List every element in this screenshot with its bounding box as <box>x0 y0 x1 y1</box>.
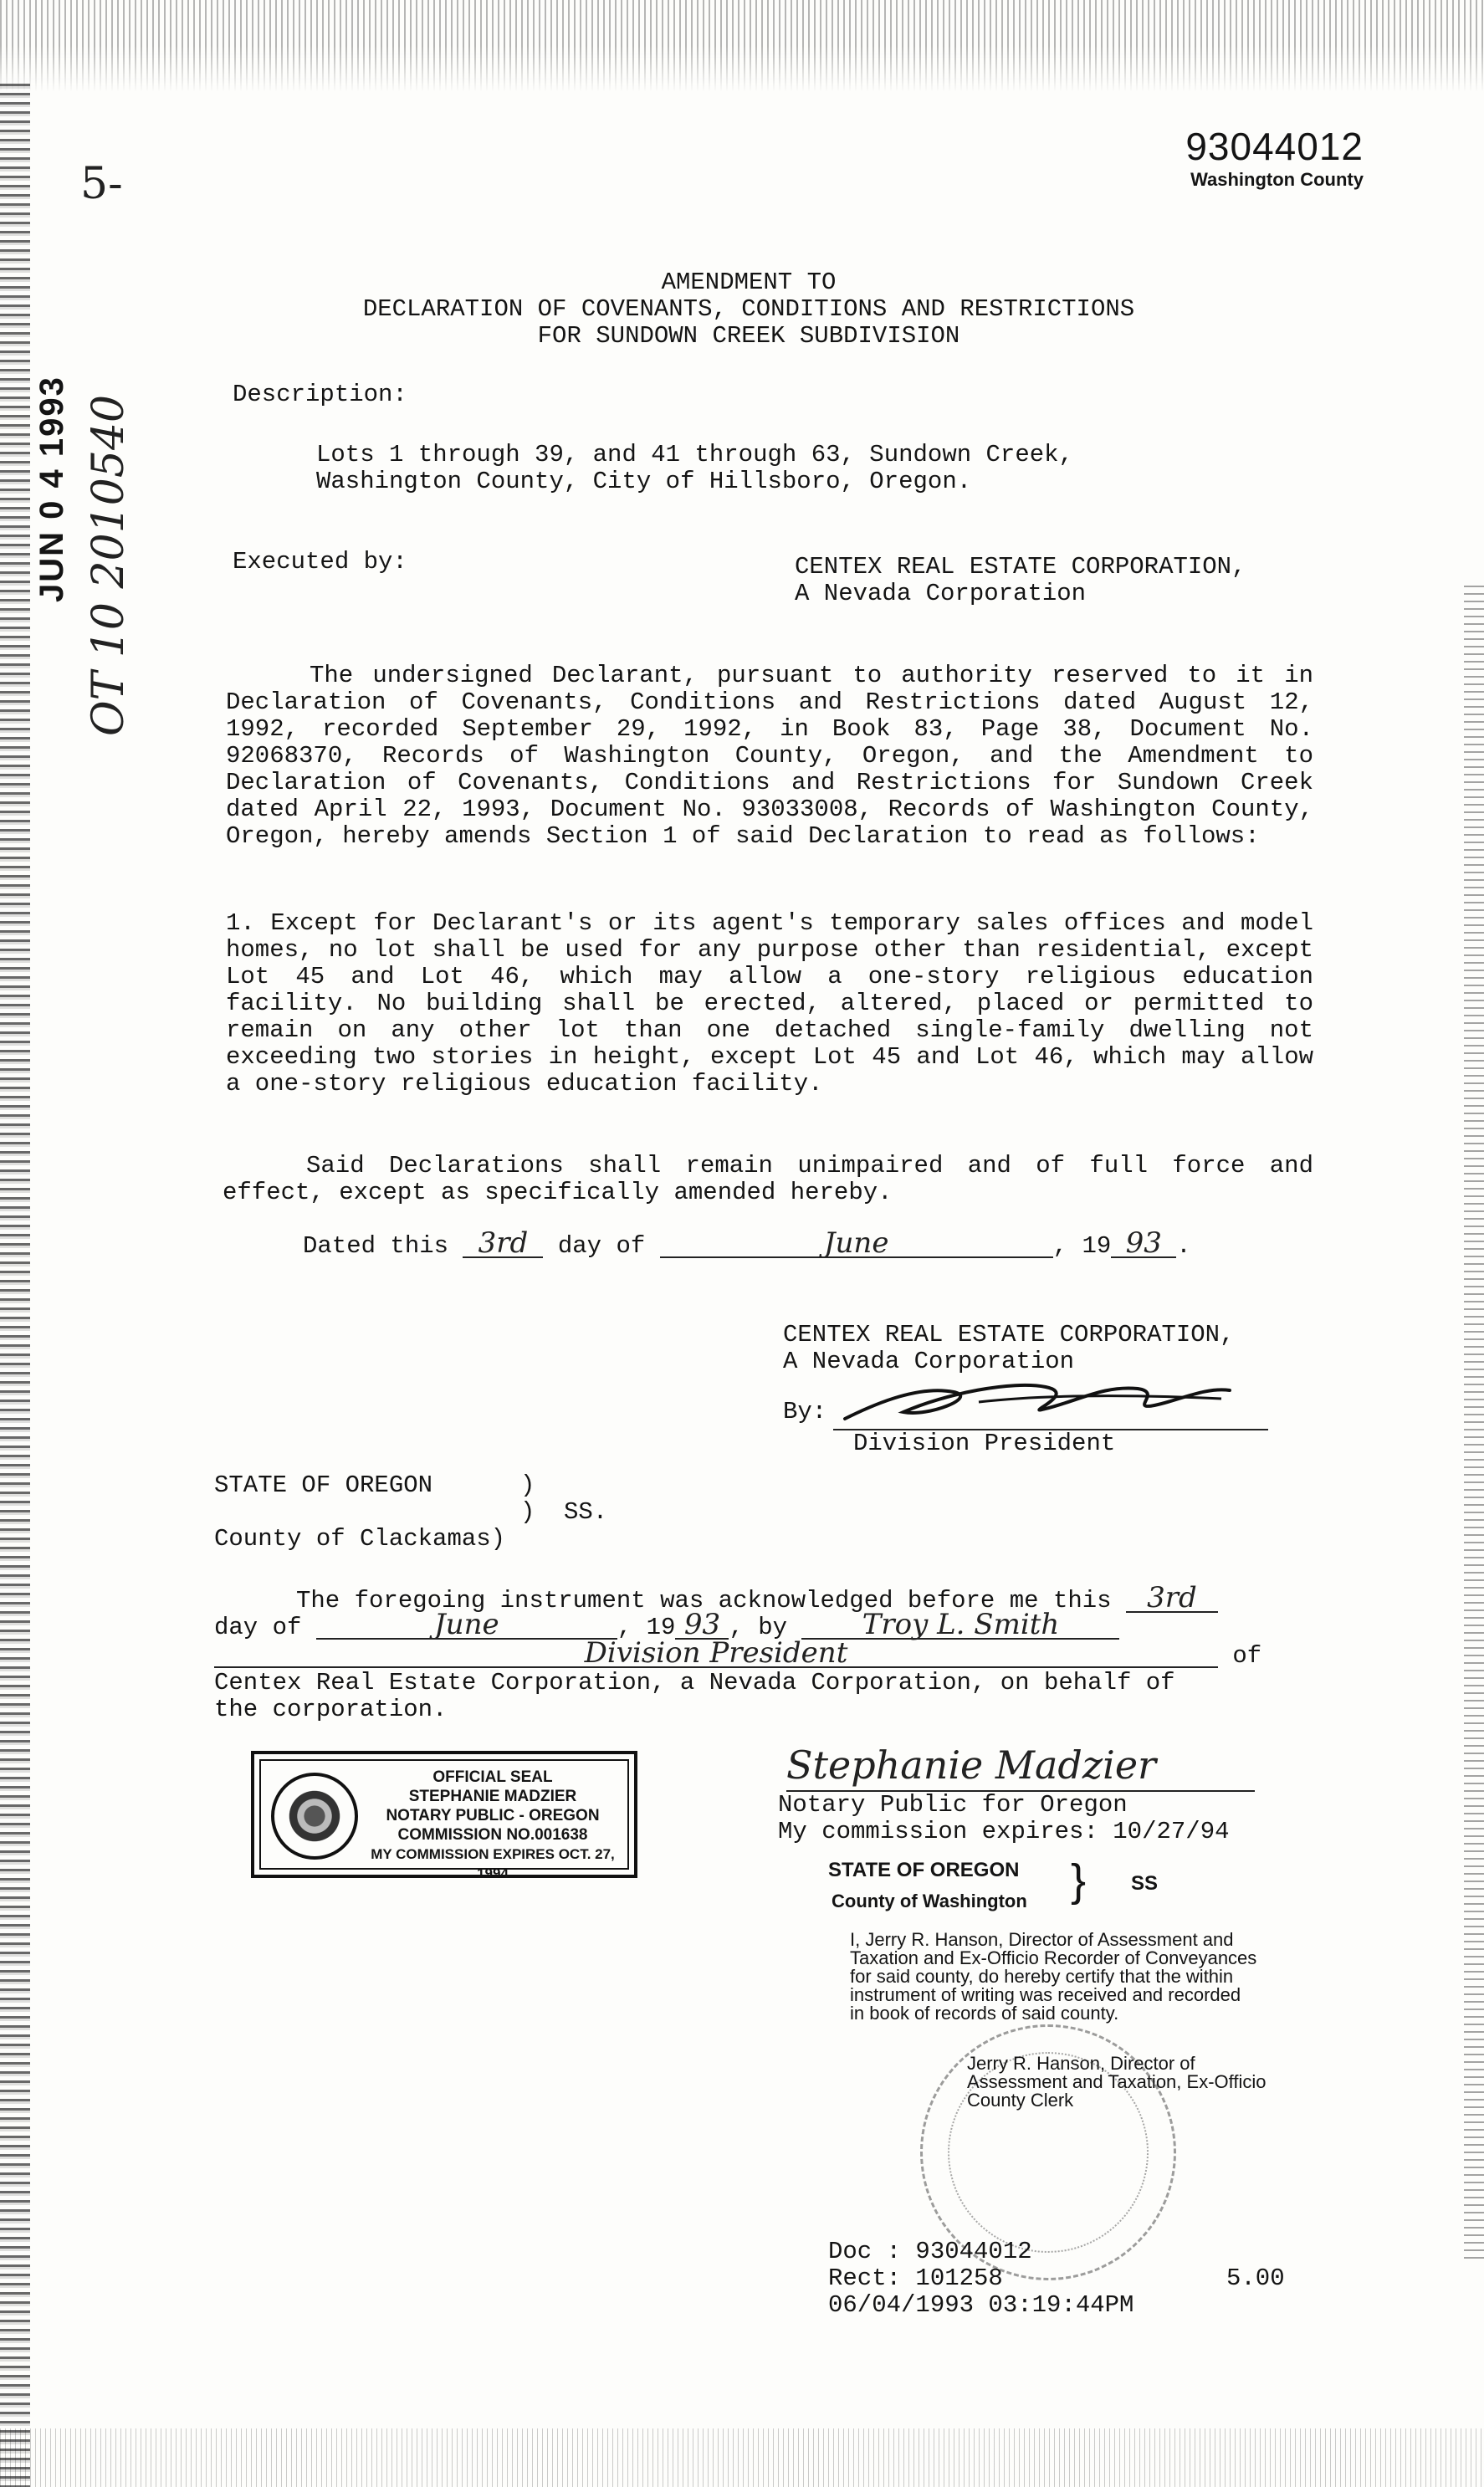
recorder-ss: SS <box>1131 1872 1159 1895</box>
recorder-county: County of Washington <box>832 1891 1027 1911</box>
description-label: Description: <box>233 381 407 408</box>
title-line-1: AMENDMENT TO <box>661 269 837 296</box>
receipt-amount: 5.00 <box>1226 2264 1285 2292</box>
notary-seal-frame <box>259 1759 629 1881</box>
seal-line-5: MY COMMISSION EXPIRES OCT. 27, 1994 <box>371 1846 615 1881</box>
division-president-signature <box>828 1369 1246 1435</box>
receipt-doc-label: Doc : <box>828 2238 902 2265</box>
seal-line-3: NOTARY PUBLIC - OREGON <box>386 1807 600 1824</box>
commission-label: My commission expires: <box>778 1818 1098 1845</box>
title-line-2: DECLARATION OF COVENANTS, CONDITIONS AND RESTRICTIONS <box>362 295 1135 323</box>
ack-day: 3rd <box>1126 1584 1218 1613</box>
receipt-doc <box>828 2239 1032 2265</box>
ack-of-label: of <box>1232 1642 1262 1670</box>
commission-date: 10/27/94 <box>1113 1818 1230 1845</box>
notary-seal <box>251 1751 637 1881</box>
receipt-doc-number: 93044012 <box>915 2238 1032 2265</box>
margin-date-stamp: JUN 0 4 1993 <box>33 376 70 602</box>
notary-title: Notary Public for Oregon <box>778 1791 1128 1819</box>
notary-signature: Stephanie Madzier <box>786 1740 1255 1792</box>
scan-edge-bottom <box>0 2428 1484 2487</box>
ack-line-1-prefix: The foregoing instrument was acknowledged before me this <box>296 1587 1112 1615</box>
venue-paren-1: ) <box>520 1471 535 1499</box>
venue-ss: SS. <box>564 1498 608 1526</box>
executed-label: Executed by: <box>233 548 407 576</box>
dated-day: 3rd <box>463 1230 543 1258</box>
body-paragraph-3: Said Declarations shall remain unimpaired and of full force and effect, except as specifically amended hereby. <box>223 1152 1313 1206</box>
receipt-rect-number: 101258 <box>915 2264 1003 2292</box>
sig-company-type: A Nevada Corporation <box>783 1348 1075 1375</box>
dated-prefix: Dated this <box>303 1232 449 1260</box>
scan-edge-right <box>1464 586 1484 2259</box>
body-section-1: 1. Except for Declarant's or its agent's temporary sales offices and model homes, no lot shall be used for any purpose other than residential, except Lot 45 and Lot 46, which may allow a one-story religious education facility. No building shall be erected, altered, placed or permitted to remain on any other lot than one detached single-family dwelling not exceeding two stories in height, except Lot 45 and Lot 46, which may allow a one-story religious education facility. <box>226 909 1313 1098</box>
recording-county: Washington County <box>1190 169 1364 190</box>
recorder-signer: Jerry R. Hanson, Director of Assessment and Taxation, Ex-Officio County Clerk <box>967 2053 1267 2111</box>
venue-county: County of Clackamas) <box>214 1525 506 1553</box>
executed-company: CENTEX REAL ESTATE CORPORATION, <box>795 553 1246 581</box>
oregon-seal-emblem-icon <box>271 1773 358 1860</box>
sig-title: Division President <box>853 1430 1116 1457</box>
seal-line-1: OFFICIAL SEAL <box>432 1768 553 1786</box>
ack-by-label: , by <box>729 1614 788 1641</box>
dated-suffix: . <box>1176 1232 1191 1260</box>
scan-edge-left <box>0 84 30 2487</box>
ack-line-4: Centex Real Estate Corporation, a Nevada Corporation, on behalf of <box>214 1669 1175 1696</box>
ack-signer-name: Troy L. Smith <box>801 1611 1119 1640</box>
dated-month: June <box>660 1230 1053 1258</box>
ack-year: 93 <box>675 1611 729 1640</box>
recorder-brace: } <box>1071 1855 1087 1906</box>
doc-title <box>226 269 1272 350</box>
margin-mark-top: 5- <box>80 159 123 209</box>
ack-line-3 <box>214 1636 1262 1670</box>
ack-day-of: day of <box>214 1614 302 1641</box>
margin-handwritten-note: OT 10 2010540 <box>84 394 134 736</box>
sig-company: CENTEX REAL ESTATE CORPORATION, <box>783 1321 1235 1348</box>
dated-line <box>303 1226 1191 1260</box>
seal-line-2: STEPHANIE MADZIER <box>408 1788 577 1805</box>
dated-year: 93 <box>1111 1230 1176 1258</box>
ack-line-5: the corporation. <box>214 1696 448 1723</box>
recorder-state: STATE OF OREGON <box>828 1859 1020 1881</box>
ack-signer-title: Division President <box>214 1640 1218 1668</box>
venue-state: STATE OF OREGON <box>214 1471 433 1499</box>
recording-number: 93044012 <box>1185 125 1364 168</box>
notary-commission <box>778 1819 1230 1845</box>
body-paragraph-1: The undersigned Declarant, pursuant to authority reserved to it in Declaration of Covenants, Conditions and Restrictions dated August 12, 1992, recorded September 29, 1992, in Book 83, Page 38, Document No. 92068370, Records of Washington County, Oregon, and the Amendment to Declaration of Covenants, Conditions and Restrictions for Sundown Creek dated April 22, 1993, Document No. 93033008, Records of Washington County, Oregon, hereby amends Section 1 of said Declaration to read as follows: <box>226 662 1313 850</box>
recorder-certification: I, Jerry R. Hanson, Director of Assessment and Taxation and Ex-Officio Recorder of Conveyances for said county, do hereby certify that the within instrument of writing was received and recorded in book of records of said county. <box>850 1929 1257 2024</box>
sig-by-label: By: <box>783 1398 827 1425</box>
receipt-rect <box>828 2265 1003 2292</box>
dated-middle: day of <box>557 1232 646 1260</box>
dated-year-prefix: , 19 <box>1052 1232 1112 1260</box>
description-line-1: Lots 1 through 39, and 41 through 63, Sundown Creek, <box>316 441 1073 468</box>
ack-year-prefix: , 19 <box>617 1614 676 1641</box>
executed-company-type: A Nevada Corporation <box>795 580 1087 607</box>
receipt-rect-label: Rect: <box>828 2264 902 2292</box>
venue-paren-2: ) <box>520 1498 535 1526</box>
seal-line-4: COMMISSION NO.001638 <box>397 1826 588 1844</box>
receipt-datetime: 06/04/1993 03:19:44PM <box>828 2291 1134 2319</box>
description-line-2: Washington County, City of Hillsboro, Oregon. <box>316 468 972 495</box>
title-line-3: FOR SUNDOWN CREEK SUBDIVISION <box>537 322 960 350</box>
scan-edge-top <box>0 0 1484 92</box>
notary-seal-text <box>366 1768 619 1883</box>
ack-month: June <box>316 1611 617 1640</box>
